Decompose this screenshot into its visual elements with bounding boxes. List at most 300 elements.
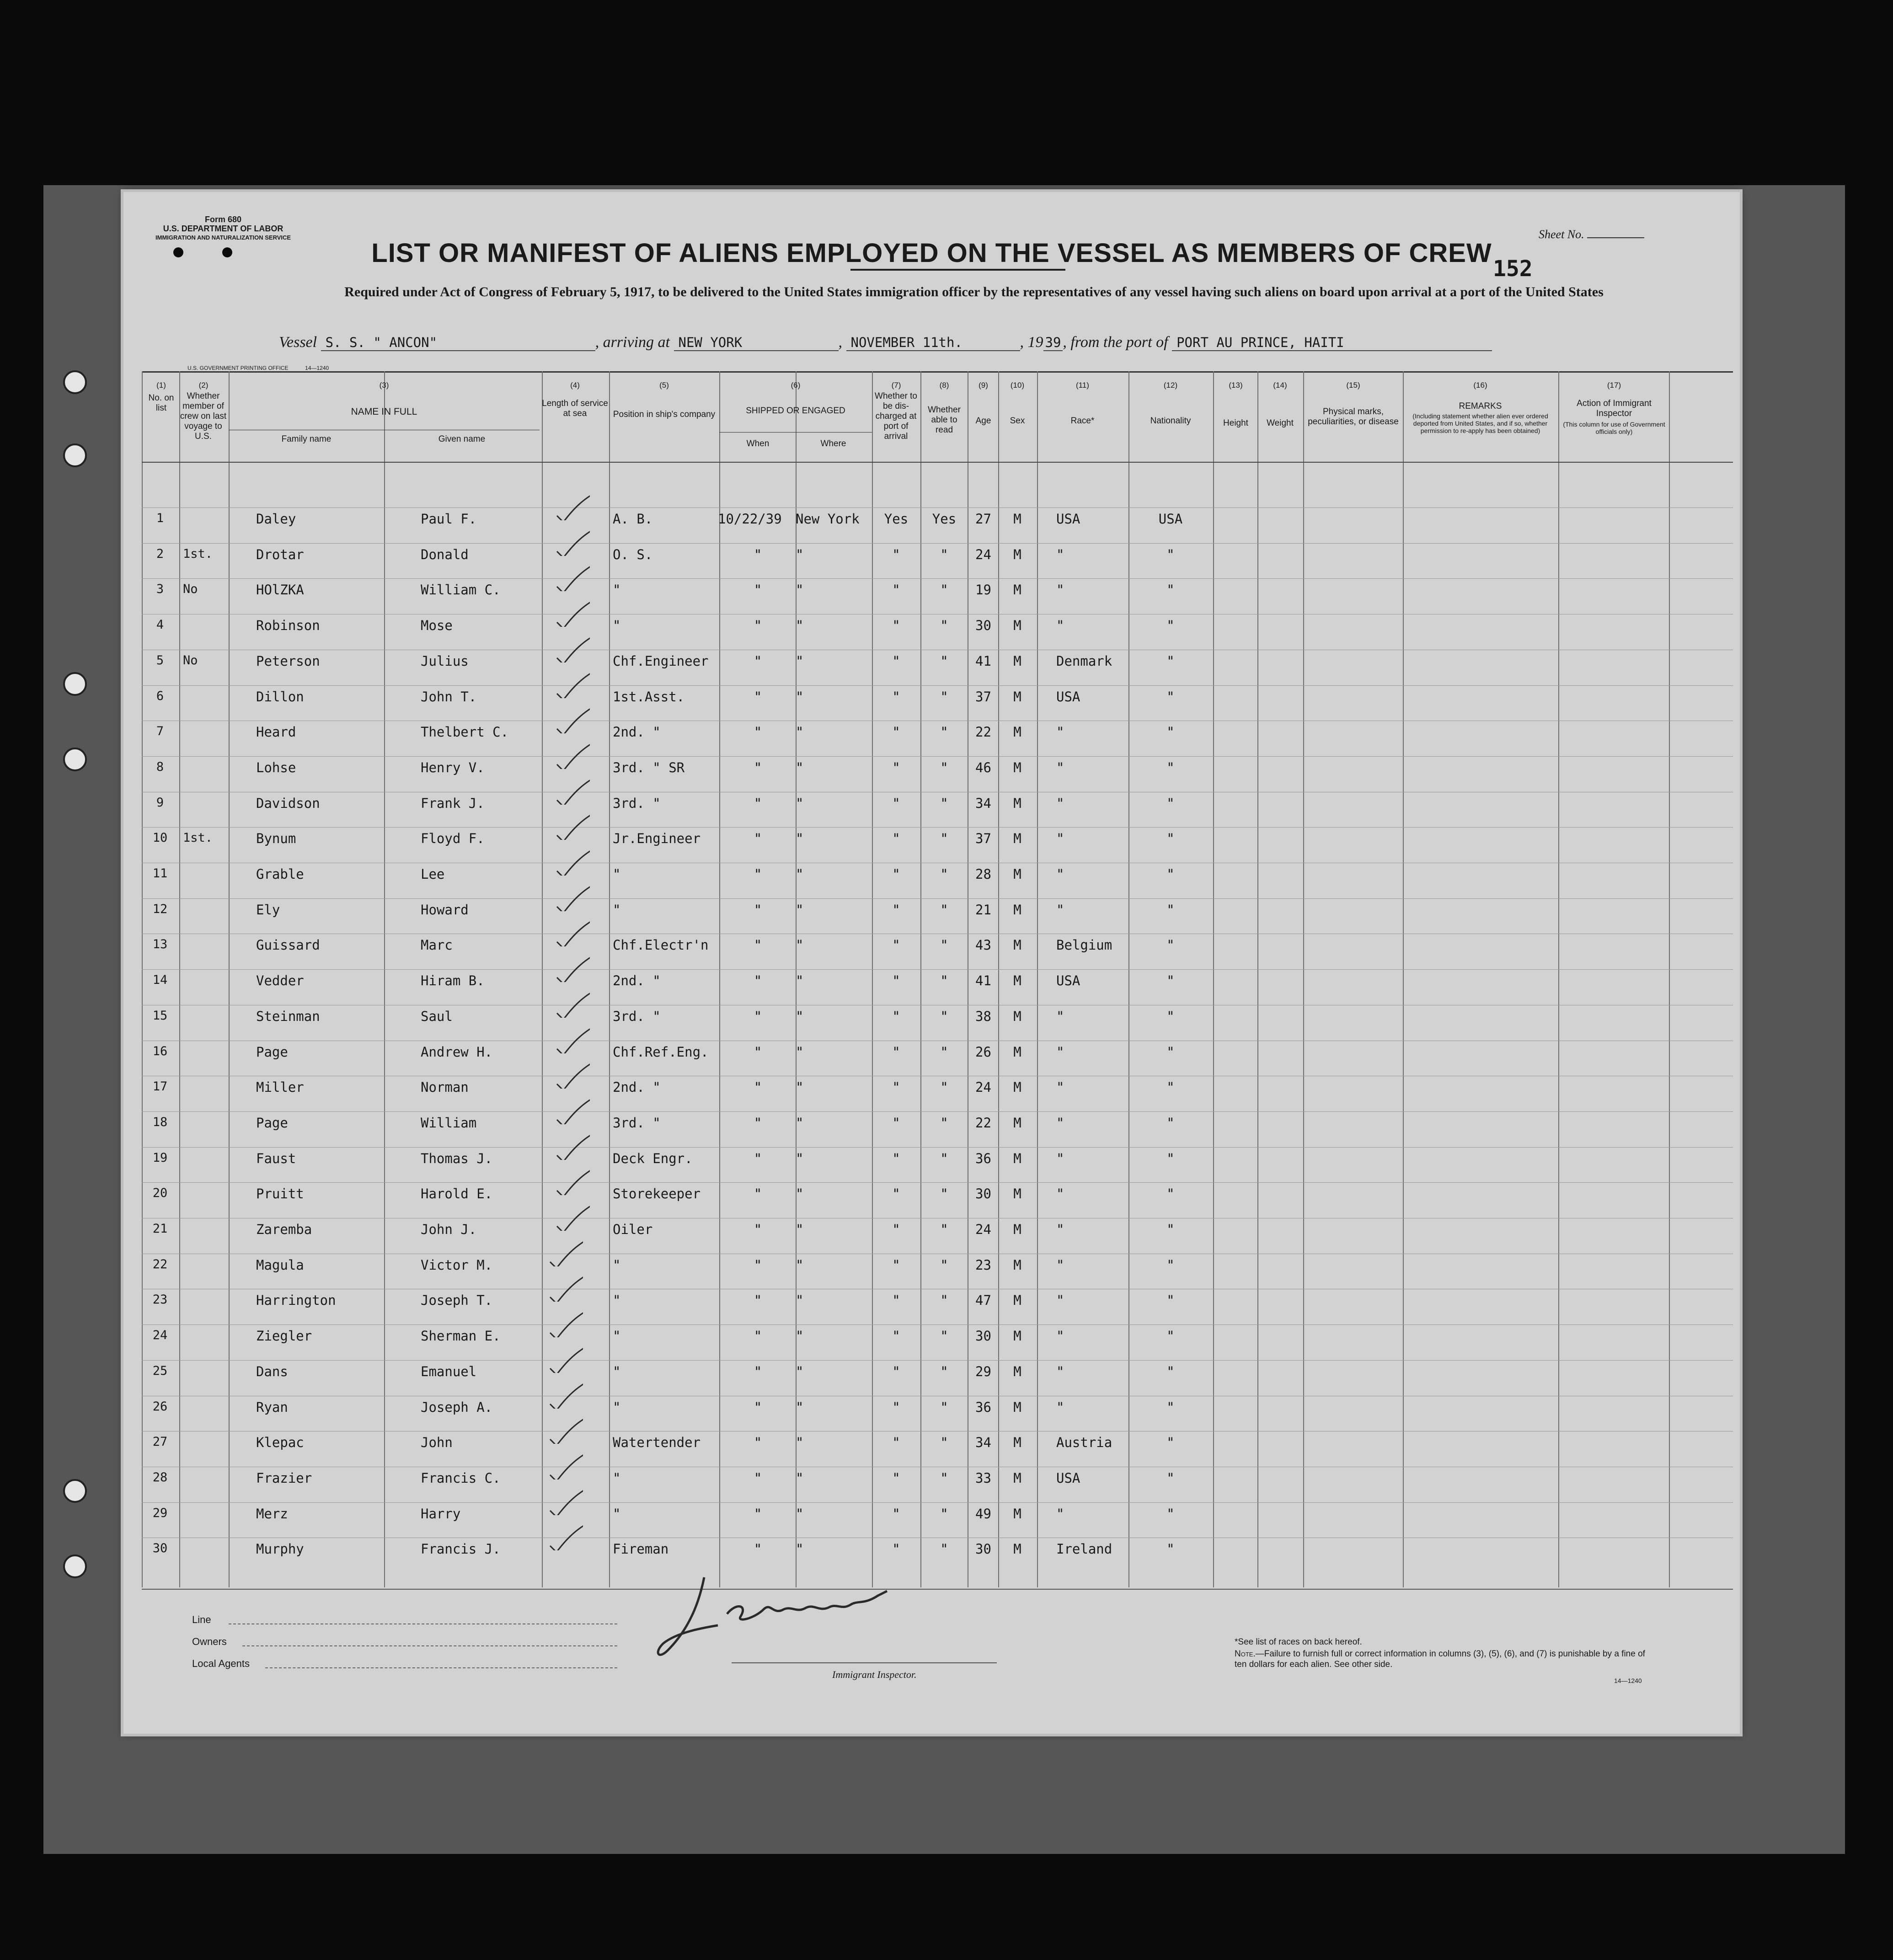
- cell-age: 30: [975, 1186, 991, 1202]
- col-15-number: (15): [1346, 381, 1360, 390]
- cell-age: 30: [975, 1328, 991, 1344]
- cell-nat: ": [1166, 1470, 1175, 1486]
- cell-where: ": [796, 1222, 804, 1237]
- cell-no: 5: [156, 653, 164, 668]
- cell-where: ": [796, 1079, 804, 1095]
- cell-when: ": [754, 1079, 762, 1095]
- cell-where: ": [796, 795, 804, 811]
- cell-pos: ": [613, 866, 621, 882]
- cell-disch: ": [892, 1044, 900, 1060]
- cell-where: ": [796, 1399, 804, 1415]
- cell-sex: M: [1013, 973, 1021, 989]
- table-column-rule: [1037, 371, 1038, 1587]
- cell-read: ": [940, 1399, 948, 1415]
- cell-disch: ": [892, 902, 900, 918]
- cell-nat: ": [1166, 1435, 1175, 1451]
- cell-pos: Chf.Engineer: [613, 653, 709, 669]
- cell-read: ": [940, 902, 948, 918]
- cell-family: Davidson: [256, 795, 320, 811]
- cell-sex: M: [1013, 1363, 1021, 1379]
- printer-name: U.S. GOVERNMENT PRINTING OFFICE: [187, 365, 289, 371]
- cell-pos: Oiler: [613, 1222, 653, 1237]
- cell-pos: 3rd. ": [613, 1008, 661, 1024]
- cell-nat: ": [1166, 1008, 1175, 1024]
- cell-disch: ": [892, 582, 900, 598]
- cell-nat: ": [1166, 689, 1175, 705]
- cell-no: 29: [152, 1506, 168, 1520]
- col-8-number: (8): [939, 381, 949, 390]
- table-column-rule: [609, 371, 610, 1587]
- service-check-mark: [553, 529, 590, 556]
- inspector-line: [732, 1662, 997, 1663]
- cell-family: Dillon: [256, 689, 304, 705]
- cell-where: ": [796, 1470, 804, 1486]
- binder-hole: [63, 1479, 87, 1503]
- cell-given: Frank J.: [421, 795, 485, 811]
- cell-family: Magula: [256, 1257, 304, 1273]
- sheet-number-line: [1587, 237, 1644, 238]
- table-row-rule: [142, 578, 1733, 579]
- cell-pos: Chf.Ref.Eng.: [613, 1044, 709, 1060]
- cell-nat: ": [1166, 1328, 1175, 1344]
- cell-pos: ": [613, 582, 621, 598]
- cell-where: ": [796, 618, 804, 634]
- service-check-mark: [553, 919, 590, 946]
- service-check-mark: [546, 1310, 583, 1337]
- cell-nat: ": [1166, 902, 1175, 918]
- cell-disch: ": [892, 689, 900, 705]
- cell-read: ": [940, 1328, 948, 1344]
- cell-given: Henry V.: [421, 759, 485, 775]
- cell-given: Francis J.: [421, 1541, 501, 1557]
- cell-read: ": [940, 759, 948, 775]
- cell-disch: Yes: [884, 511, 909, 527]
- cell-sex: M: [1013, 511, 1021, 527]
- cell-family: Robinson: [256, 618, 320, 634]
- cell-read: ": [940, 1008, 948, 1024]
- cell-disch: ": [892, 1399, 900, 1415]
- cell-nat: ": [1166, 795, 1175, 811]
- cell-age: 29: [975, 1363, 991, 1379]
- cell-nat: ": [1166, 973, 1175, 989]
- cell-nat: ": [1166, 1363, 1175, 1379]
- cell-race: ": [1056, 1292, 1064, 1308]
- cell-disch: ": [892, 1506, 900, 1522]
- cell-race: ": [1056, 1008, 1064, 1024]
- departure-port: PORT AU PRINCE, HAITI: [1172, 335, 1492, 351]
- cell-pos: Jr.Engineer: [613, 831, 701, 847]
- cell-disch: ": [892, 546, 900, 562]
- table-row-rule: [142, 1182, 1733, 1183]
- cell-given: John: [421, 1435, 453, 1451]
- local-agents-label: Local Agents: [192, 1658, 250, 1669]
- cell-sex: M: [1013, 1506, 1021, 1522]
- cell-age: 49: [975, 1506, 991, 1522]
- cell-race: ": [1056, 724, 1064, 740]
- arrival-year: 39: [1043, 335, 1063, 351]
- service-check-mark: [553, 1203, 590, 1231]
- cell-sex: M: [1013, 1541, 1021, 1557]
- cell-age: 46: [975, 759, 991, 775]
- col-5-number: (5): [659, 381, 669, 390]
- cell-no: 9: [156, 795, 164, 810]
- service-check-mark: [546, 1523, 583, 1550]
- cell-sex: M: [1013, 1328, 1021, 1344]
- cell-given: Sherman E.: [421, 1328, 501, 1344]
- cell-disch: ": [892, 937, 900, 953]
- col-header-inspector: Action of Immigrant Inspector: [1577, 399, 1652, 418]
- cell-read: ": [940, 653, 948, 669]
- cell-race: ": [1056, 618, 1064, 634]
- arrival-port: NEW YORK: [674, 335, 839, 351]
- cell-family: Harrington: [256, 1292, 336, 1308]
- table-row-rule: [142, 827, 1733, 828]
- cell-given: Harry: [421, 1506, 461, 1522]
- local-agents-field: [265, 1667, 617, 1668]
- cell-when: ": [754, 618, 762, 634]
- cell-no: 12: [152, 902, 168, 916]
- cell-no: 2: [156, 546, 164, 561]
- cell-no: 25: [152, 1363, 168, 1378]
- col-header-last-voyage: Whether member of crew on last voyage to U.S.: [180, 391, 227, 441]
- cell-when: ": [754, 937, 762, 953]
- cell-nat: ": [1166, 618, 1175, 634]
- col-header-position: Position in ship's company: [613, 410, 716, 419]
- cell-read: ": [940, 546, 948, 562]
- line-field: [229, 1623, 617, 1624]
- cell-disch: ": [892, 1186, 900, 1202]
- table-column-rule: [142, 371, 143, 1587]
- cell-when: 10/22/39: [718, 511, 782, 527]
- cell-nat: ": [1166, 1044, 1175, 1060]
- col-13-number: (13): [1229, 381, 1243, 390]
- cell-given: Victor M.: [421, 1257, 493, 1273]
- cell-disch: ": [892, 1363, 900, 1379]
- cell-age: 24: [975, 546, 991, 562]
- cell-read: ": [940, 1115, 948, 1131]
- cell-age: 36: [975, 1399, 991, 1415]
- col-16-number: (16): [1473, 381, 1487, 390]
- cell-family: Bynum: [256, 831, 296, 847]
- inspector-signature: [649, 1559, 905, 1664]
- table-column-rule: [1213, 371, 1214, 1587]
- service-check-mark: [553, 493, 590, 520]
- service-check-mark: [553, 1168, 590, 1195]
- cell-nat: ": [1166, 1399, 1175, 1415]
- cell-given: Donald: [421, 546, 469, 562]
- cell-age: 37: [975, 831, 991, 847]
- cell-disch: ": [892, 1257, 900, 1273]
- cell-sex: M: [1013, 582, 1021, 598]
- cell-where: ": [796, 866, 804, 882]
- cell-read: ": [940, 1186, 948, 1202]
- cell-family: Murphy: [256, 1541, 304, 1557]
- cell-race: ": [1056, 1363, 1064, 1379]
- cell-family: Dans: [256, 1363, 288, 1379]
- cell-pos: 3rd. " SR: [613, 759, 685, 775]
- cell-sex: M: [1013, 1292, 1021, 1308]
- service-check-mark: [546, 1346, 583, 1373]
- cell-last: No: [183, 653, 198, 668]
- cell-sex: M: [1013, 689, 1021, 705]
- cell-pos: Watertender: [613, 1435, 701, 1451]
- cell-read: ": [940, 1363, 948, 1379]
- cell-family: Grable: [256, 866, 304, 882]
- cell-last: 1st.: [183, 831, 213, 845]
- cell-when: ": [754, 546, 762, 562]
- cell-sex: M: [1013, 618, 1021, 634]
- cell-no: 14: [152, 973, 168, 988]
- cell-disch: ": [892, 724, 900, 740]
- line-label: Line: [192, 1614, 211, 1625]
- cell-race: ": [1056, 831, 1064, 847]
- col-4-number: (4): [570, 381, 580, 390]
- cell-family: Heard: [256, 724, 296, 740]
- cell-given: William C.: [421, 582, 501, 598]
- cell-sex: M: [1013, 902, 1021, 918]
- cell-given: Norman: [421, 1079, 469, 1095]
- cell-sex: M: [1013, 759, 1021, 775]
- table-column-rule: [542, 371, 543, 1587]
- cell-age: 24: [975, 1222, 991, 1237]
- cell-sex: M: [1013, 1435, 1021, 1451]
- form-number: Form 680: [205, 215, 242, 224]
- cell-nat: ": [1166, 546, 1175, 562]
- service-check-mark: [546, 1239, 583, 1266]
- cell-no: 21: [152, 1222, 168, 1236]
- cell-read: ": [940, 1470, 948, 1486]
- cell-disch: ": [892, 1150, 900, 1166]
- cell-race: ": [1056, 582, 1064, 598]
- cell-nat: ": [1166, 1506, 1175, 1522]
- cell-disch: ": [892, 618, 900, 634]
- cell-disch: ": [892, 1292, 900, 1308]
- cell-race: ": [1056, 1506, 1064, 1522]
- cell-nat: ": [1166, 1292, 1175, 1308]
- cell-no: 7: [156, 724, 164, 739]
- col-header-remarks-note: (Including statement whether alien ever ordered deported from United States, and if so, whether permission to re-apply has been obtained): [1412, 412, 1548, 434]
- cell-sex: M: [1013, 1150, 1021, 1166]
- cell-age: 38: [975, 1008, 991, 1024]
- cell-race: Austria: [1056, 1435, 1112, 1451]
- service-check-mark: [553, 599, 590, 627]
- col-header-where: Where: [820, 439, 846, 449]
- cell-where: ": [796, 1044, 804, 1060]
- department-name: U.S. DEPARTMENT OF LABOR: [163, 224, 283, 233]
- cell-given: Marc: [421, 937, 453, 953]
- cell-where: ": [796, 546, 804, 562]
- cell-age: 24: [975, 1079, 991, 1095]
- cell-pos: ": [613, 1328, 621, 1344]
- service-check-mark: [553, 1026, 590, 1053]
- cell-read: ": [940, 1506, 948, 1522]
- cell-disch: ": [892, 1008, 900, 1024]
- vessel-line: Vessel S. S. " ANCON" , arriving at NEW YORK , NOVEMBER 11th. , 19 39 , from the port of PORT AU PRINCE, HAITI: [279, 334, 1492, 351]
- service-check-mark: [546, 1452, 583, 1479]
- cell-no: 13: [152, 937, 168, 952]
- printer-line: [187, 365, 329, 371]
- cell-nat: ": [1166, 831, 1175, 847]
- cell-race: ": [1056, 902, 1064, 918]
- cell-read: ": [940, 1079, 948, 1095]
- cell-where: ": [796, 1506, 804, 1522]
- cell-race: USA: [1056, 689, 1080, 705]
- table-column-rule: [1257, 371, 1258, 1587]
- cell-no: 4: [156, 618, 164, 632]
- service-check-mark: [553, 671, 590, 698]
- table-row-rule: [142, 1324, 1733, 1325]
- sheet-number: [1539, 228, 1644, 241]
- cell-sex: M: [1013, 1470, 1021, 1486]
- form-code: 14—1240: [1614, 1677, 1642, 1684]
- cell-no: 22: [152, 1257, 168, 1271]
- service-check-mark: [553, 777, 590, 805]
- service-check-mark: [553, 1061, 590, 1089]
- col-17-number: (17): [1607, 381, 1621, 390]
- cell-where: ": [796, 1292, 804, 1308]
- inspector-label: Immigrant Inspector.: [832, 1669, 917, 1680]
- col-header-family-name: Family name: [281, 434, 332, 444]
- service-check-mark: [546, 1381, 583, 1409]
- cell-disch: ": [892, 653, 900, 669]
- cell-given: William: [421, 1115, 477, 1131]
- cell-race: USA: [1056, 511, 1080, 527]
- cell-read: ": [940, 866, 948, 882]
- cell-family: Guissard: [256, 937, 320, 953]
- cell-disch: ": [892, 831, 900, 847]
- binder-hole: [63, 748, 87, 771]
- col-2-number: (2): [198, 381, 209, 390]
- cell-read: ": [940, 937, 948, 953]
- cell-sex: M: [1013, 653, 1021, 669]
- table-column-rule: [1558, 371, 1559, 1587]
- cell-no: 6: [156, 689, 164, 703]
- col-9-number: (9): [979, 381, 988, 390]
- cell-pos: ": [613, 1506, 621, 1522]
- col-3-number: (3): [379, 381, 389, 390]
- cell-no: 16: [152, 1044, 168, 1058]
- table-row-rule: [142, 898, 1733, 899]
- cell-where: ": [796, 582, 804, 598]
- col-10-number: (10): [1010, 381, 1025, 390]
- table-column-rule: [384, 371, 385, 1587]
- cell-when: ": [754, 1150, 762, 1166]
- cell-read: ": [940, 724, 948, 740]
- cell-race: ": [1056, 1186, 1064, 1202]
- cell-no: 15: [152, 1008, 168, 1023]
- col-header-inspector-note: (This column for use of Government officials only): [1563, 421, 1665, 435]
- cell-when: ": [754, 1435, 762, 1451]
- cell-where: ": [796, 1541, 804, 1557]
- col-header-nationality: Nationality: [1150, 416, 1191, 426]
- table-row-rule: [142, 969, 1733, 970]
- subtitle: Required under Act of Congress of February 5, 1917, to be delivered to the United States immigration officer by the representatives of any vessel having such aliens on board upon arrival at a port of the United States: [344, 284, 1604, 299]
- cell-age: 27: [975, 511, 991, 527]
- cell-pos: ": [613, 1292, 621, 1308]
- service-check-mark: [546, 1416, 583, 1444]
- cell-read: ": [940, 1150, 948, 1166]
- cell-sex: M: [1013, 1115, 1021, 1131]
- col-header-read: Whether able to read: [928, 405, 961, 435]
- cell-pos: ": [613, 1363, 621, 1379]
- cell-when: ": [754, 1363, 762, 1379]
- note-text: —Failure to furnish full or correct information in columns (3), (5), (6), and (7) is punishable by a fine of ten dollars for each alien. See other side.: [1235, 1649, 1645, 1669]
- header-bottom-rule: [142, 462, 1733, 463]
- cell-age: 22: [975, 724, 991, 740]
- cell-where: ": [796, 1115, 804, 1131]
- cell-race: ": [1056, 546, 1064, 562]
- cell-when: ": [754, 689, 762, 705]
- cell-nat: ": [1166, 937, 1175, 953]
- cell-family: Klepac: [256, 1435, 304, 1451]
- note-label: Note.: [1235, 1649, 1256, 1659]
- cell-disch: ": [892, 866, 900, 882]
- cell-read: ": [940, 1257, 948, 1273]
- cell-given: Andrew H.: [421, 1044, 493, 1060]
- cell-sex: M: [1013, 866, 1021, 882]
- col-header-remarks: REMARKS: [1459, 401, 1502, 411]
- cell-age: 30: [975, 1541, 991, 1557]
- col-header-given-name: Given name: [438, 434, 486, 444]
- page-stamp: 152: [1493, 256, 1533, 282]
- cell-family: Page: [256, 1044, 288, 1060]
- cell-family: Miller: [256, 1079, 304, 1095]
- cell-given: John T.: [421, 689, 477, 705]
- cell-nat: ": [1166, 582, 1175, 598]
- cell-age: 33: [975, 1470, 991, 1486]
- cell-pos: 2nd. ": [613, 724, 661, 740]
- page-title: LIST OR MANIFEST OF ALIENS EMPLOYED ON THE VESSEL AS MEMBERS OF CREW: [371, 238, 1492, 268]
- cell-given: Thomas J.: [421, 1150, 493, 1166]
- cell-when: ": [754, 1328, 762, 1344]
- cell-given: Hiram B.: [421, 973, 485, 989]
- cell-race: Ireland: [1056, 1541, 1112, 1557]
- cell-family: Pruitt: [256, 1186, 304, 1202]
- cell-no: 10: [152, 831, 168, 845]
- cell-disch: ": [892, 759, 900, 775]
- cell-when: ": [754, 1470, 762, 1486]
- cell-where: ": [796, 759, 804, 775]
- cell-no: 17: [152, 1079, 168, 1094]
- cell-read: ": [940, 1435, 948, 1451]
- cell-where: ": [796, 1008, 804, 1024]
- cell-sex: M: [1013, 937, 1021, 953]
- col-header-race: Race*: [1070, 416, 1095, 426]
- table-row-rule: [142, 1502, 1733, 1503]
- service-check-mark: [553, 884, 590, 911]
- cell-where: ": [796, 1328, 804, 1344]
- cell-given: Mose: [421, 618, 453, 634]
- cell-where: ": [796, 1186, 804, 1202]
- service-check-mark: [553, 990, 590, 1018]
- cell-family: Drotar: [256, 546, 304, 562]
- cell-no: 3: [156, 582, 164, 597]
- arrival-date: NOVEMBER 11th.: [846, 335, 1020, 351]
- cell-nat: ": [1166, 1079, 1175, 1095]
- service-check-mark: [546, 1488, 583, 1515]
- cell-family: Faust: [256, 1150, 296, 1166]
- cell-given: Harold E.: [421, 1186, 493, 1202]
- cell-disch: ": [892, 973, 900, 989]
- cell-when: ": [754, 1541, 762, 1557]
- col-header-physical-marks: Physical marks, peculiarities, or disease: [1308, 407, 1399, 427]
- col-header-sex: Sex: [1010, 416, 1025, 426]
- cell-when: ": [754, 1399, 762, 1415]
- cell-no: 8: [156, 759, 164, 774]
- manifest-sheet: [123, 192, 1740, 1734]
- cell-family: Ryan: [256, 1399, 288, 1415]
- cell-pos: 2nd. ": [613, 1079, 661, 1095]
